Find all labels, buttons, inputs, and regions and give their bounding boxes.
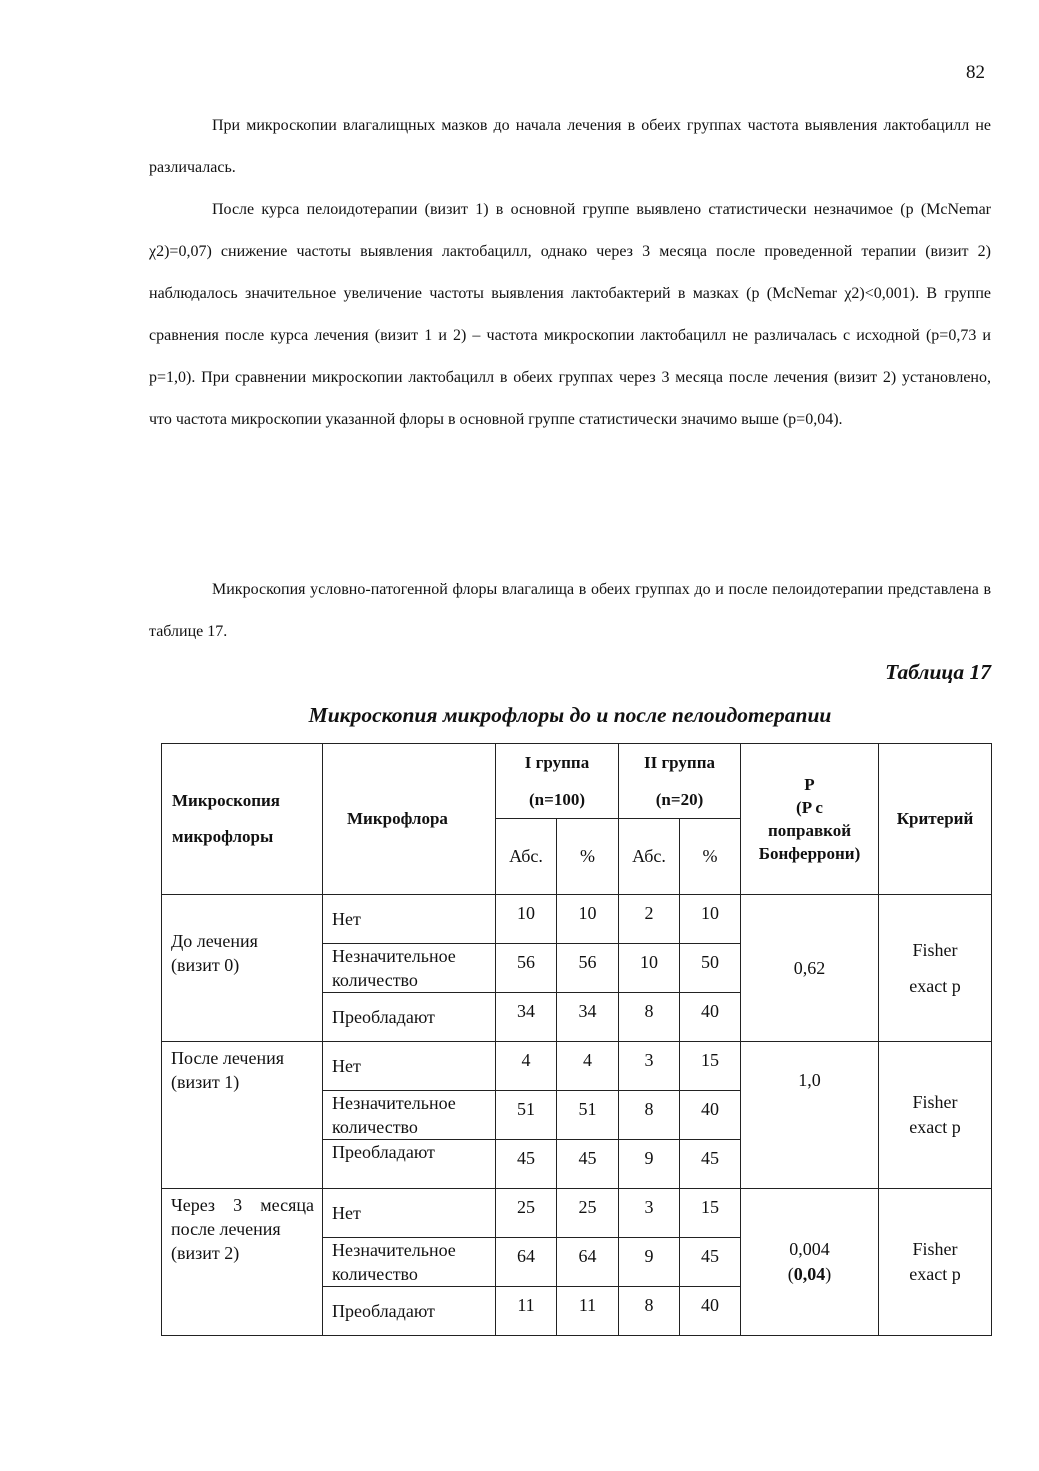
flora-cell: Нет: [323, 895, 496, 944]
paragraph-2: После курса пелоидотерапии (визит 1) в основной группе выявлено статистически незначимое (p (McNemar χ2)=0,07) снижение частоты выявления лактобацилл, однако через 3 месяца после проведенной терапии (визит 2) наблюдалось значительное увеличение частоты выявления лактобактерий в мазках (p (McNemar χ2)<0,001). В группе сравнения после курса лечения (визит 1 и 2) – частота микроскопии лактобацилл не различалась с исходной (p=0,73 и p=1,0). При сравнении микроскопии лактобацилл в обеих группах через 3 месяца после лечения (визит 2) установлено, что частота микроскопии указанной флоры в основной группе статистически значимо выше (p=0,04).: [149, 201, 991, 428]
microflora-table: [161, 743, 992, 1336]
value-cell: 40: [680, 993, 741, 1042]
table-row: [162, 1042, 992, 1091]
value-cell: 8: [619, 1287, 680, 1336]
p-value-cell: 1,0: [741, 1042, 879, 1189]
value-cell: 8: [619, 993, 680, 1042]
value-cell: 25: [557, 1189, 619, 1238]
value-cell: 11: [496, 1287, 557, 1336]
header-abs-1: Абс.: [496, 819, 557, 895]
criterion-cell: Fisher exact p: [879, 1042, 992, 1189]
value-cell: 4: [496, 1042, 557, 1091]
header-microscopy: Микроскопия микрофлоры: [162, 744, 323, 895]
header-abs-2: Абс.: [619, 819, 680, 895]
value-cell: 9: [619, 1238, 680, 1287]
value-cell: 25: [496, 1189, 557, 1238]
stage-cell: Через 3 месяца после лечения (визит 2): [162, 1189, 323, 1336]
header-p-value: P (P с поправкой Бонферрони): [741, 744, 879, 895]
header-pct-2: %: [680, 819, 741, 895]
value-cell: 10: [619, 944, 680, 993]
value-cell: 9: [619, 1140, 680, 1189]
value-cell: 15: [680, 1042, 741, 1091]
flora-cell: Нет: [323, 1042, 496, 1091]
value-cell: 51: [557, 1091, 619, 1140]
flora-cell: Нет: [323, 1189, 496, 1238]
value-cell: 51: [496, 1091, 557, 1140]
stage-cell: До лечения (визит 0): [162, 895, 323, 1042]
value-cell: 2: [619, 895, 680, 944]
page-number: 82: [966, 62, 985, 83]
paragraph-3: Микроскопия условно-патогенной флоры влагалища в обеих группах до и после пелоидотерапии представлена в таблице 17.: [149, 581, 991, 640]
header-microflora: Микрофлора: [323, 744, 496, 895]
value-cell: 34: [557, 993, 619, 1042]
value-cell: 50: [680, 944, 741, 993]
flora-cell: Преобладают: [323, 993, 496, 1042]
value-cell: 10: [680, 895, 741, 944]
value-cell: 64: [557, 1238, 619, 1287]
value-cell: 4: [557, 1042, 619, 1091]
criterion-cell: Fisher exact p: [879, 895, 992, 1042]
header-criterion: Критерий: [879, 744, 992, 895]
value-cell: 8: [619, 1091, 680, 1140]
value-cell: 3: [619, 1042, 680, 1091]
value-cell: 11: [557, 1287, 619, 1336]
value-cell: 45: [680, 1238, 741, 1287]
p-adjusted: 0,04: [793, 1264, 826, 1284]
flora-cell: Преобладают: [323, 1287, 496, 1336]
flora-cell: Незначительное количество: [323, 1238, 496, 1287]
value-cell: 64: [496, 1238, 557, 1287]
flora-cell: Незначительное количество: [323, 1091, 496, 1140]
value-cell: 40: [680, 1091, 741, 1140]
value-cell: 10: [557, 895, 619, 944]
value-cell: 15: [680, 1189, 741, 1238]
stage-cell: После лечения (визит 1): [162, 1042, 323, 1189]
criterion-cell: Fisher exact p: [879, 1189, 992, 1336]
value-cell: 56: [557, 944, 619, 993]
flora-cell: Преобладают: [323, 1140, 496, 1189]
value-cell: 45: [557, 1140, 619, 1189]
value-cell: 45: [496, 1140, 557, 1189]
value-cell: 45: [680, 1140, 741, 1189]
value-cell: 56: [496, 944, 557, 993]
p-value-cell: 0,62: [741, 895, 879, 1042]
flora-cell: Незначительное количество: [323, 944, 496, 993]
value-cell: 3: [619, 1189, 680, 1238]
table-caption: Микроскопия микрофлоры до и после пелоидотерапии: [308, 703, 832, 727]
p-value-cell: 0,004 (0,04): [741, 1189, 879, 1336]
value-cell: 34: [496, 993, 557, 1042]
header-group-2: II группа (n=20): [619, 744, 741, 819]
header-pct-1: %: [557, 819, 619, 895]
table-row: [162, 895, 992, 944]
value-cell: 40: [680, 1287, 741, 1336]
table-label: Таблица 17: [885, 660, 991, 684]
paragraph-1: При микроскопии влагалищных мазков до начала лечения в обеих группах частота выявления лактобацилл не различалась.: [149, 117, 991, 176]
table-row: [162, 1189, 992, 1238]
header-group-1: I группа (n=100): [496, 744, 619, 819]
value-cell: 10: [496, 895, 557, 944]
